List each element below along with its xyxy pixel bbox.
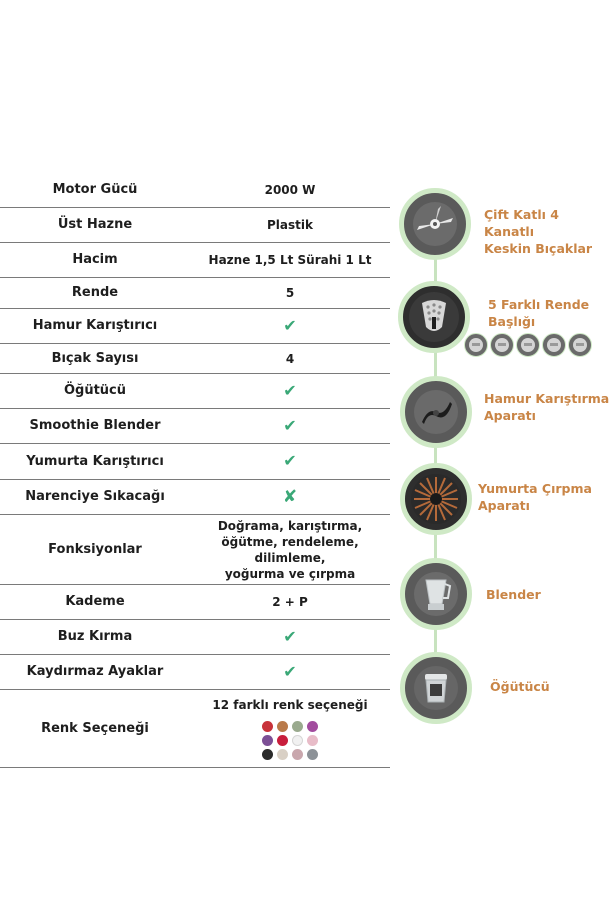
check-icon: ✔	[283, 661, 297, 681]
spec-row-fonksiyonlar	[0, 515, 390, 585]
spec-key: Hamur Karıştırıcı	[32, 318, 158, 333]
spec-key: Renk Seçeneği	[41, 720, 149, 736]
spec-key: Üst Hazne	[57, 217, 133, 232]
color-swatch	[277, 721, 288, 732]
spec-key: Motor Gücü	[52, 181, 138, 197]
color-swatches	[190, 721, 390, 760]
spec-key: Kaydırmaz Ayaklar	[26, 664, 164, 679]
feature-label-grinder: Öğütücü	[490, 679, 550, 694]
color-swatch	[277, 749, 288, 760]
spec-row-kaydirmaz	[0, 655, 390, 690]
cross-icon: ✘	[282, 486, 298, 507]
spec-row-narenciye	[0, 480, 390, 515]
spec-row-hamur	[0, 309, 390, 344]
spec-table	[0, 172, 390, 768]
feature-label-dough: Hamur Karıştırma Aparatı	[484, 391, 610, 423]
feature-label-blades: Çift Katlı 4 Kanatlı Keskin Bıçaklar	[484, 207, 593, 256]
spec-row-rende	[0, 278, 390, 309]
spec-key: Narenciye Sıkacağı	[25, 489, 165, 504]
grater-discs-row	[464, 333, 592, 357]
spec-key: Hacim	[72, 252, 118, 267]
spec-value: Plastik	[267, 218, 313, 232]
color-swatch	[262, 721, 273, 732]
spec-key: Buz Kırma	[57, 629, 133, 644]
color-swatch	[277, 735, 288, 746]
spec-value: Hazne 1,5 Lt Sürahi 1 Lt	[208, 253, 372, 267]
color-swatch	[262, 735, 273, 746]
check-icon: ✔	[283, 380, 297, 400]
feature-label-blender: Blender	[486, 587, 541, 602]
grater-disc-icon	[490, 333, 514, 357]
spec-row-ust-hazne	[0, 208, 390, 243]
spec-row-renk	[0, 690, 390, 768]
spec-value: 2000 W	[264, 182, 316, 197]
spec-key: Smoothie Blender	[29, 418, 161, 433]
spec-key: Yumurta Karıştırıcı	[26, 453, 164, 469]
grater-disc-icon	[568, 333, 592, 357]
color-swatch	[307, 721, 318, 732]
spec-row-kademe	[0, 585, 390, 620]
feature-label-whisk: Yumurta Çırpma Aparatı	[478, 481, 592, 513]
grater-disc-icon	[398, 281, 470, 353]
grinder-icon	[400, 652, 472, 724]
grater-disc-icon	[516, 333, 540, 357]
spec-row-motor	[0, 172, 390, 208]
grater-disc-icon	[542, 333, 566, 357]
spec-key: Kademe	[65, 594, 125, 609]
spec-key: Öğütücü	[63, 383, 127, 398]
spec-row-yumurta	[0, 444, 390, 480]
spec-key: Bıçak Sayısı	[51, 350, 139, 366]
spec-value: 4	[285, 351, 295, 366]
check-icon: ✔	[283, 626, 297, 646]
spec-row-smoothie	[0, 409, 390, 444]
spec-value: Doğrama, karıştırma, öğütme, rendeleme, dilimleme, yoğurma ve çırpma	[217, 518, 363, 581]
check-icon: ✔	[283, 415, 297, 435]
color-swatch	[292, 749, 303, 760]
blender-jar-icon	[400, 558, 472, 630]
color-options-label: 12 farklı renk seçeneği	[212, 698, 368, 712]
spec-key: Fonksiyonlar	[48, 541, 142, 557]
whisk-disc-icon	[400, 463, 472, 535]
color-swatch	[307, 735, 318, 746]
blade-icon	[399, 188, 471, 260]
dough-hook-icon	[400, 376, 472, 448]
color-swatch	[292, 721, 303, 732]
spec-row-bicak	[0, 344, 390, 374]
color-swatch	[262, 749, 273, 760]
spec-value: 2 + P	[272, 595, 308, 609]
check-icon: ✔	[283, 315, 297, 335]
feature-label-grater: 5 Farklı Rende Başlığı	[488, 297, 590, 329]
grater-disc-icon	[464, 333, 488, 357]
spec-key: Rende	[71, 285, 119, 300]
color-swatch	[292, 735, 303, 746]
spec-value: 5	[285, 286, 295, 300]
color-swatch	[307, 749, 318, 760]
spec-row-buz	[0, 620, 390, 655]
check-icon: ✔	[283, 451, 297, 470]
spec-row-hacim	[0, 243, 390, 278]
spec-row-ogutucu	[0, 374, 390, 409]
